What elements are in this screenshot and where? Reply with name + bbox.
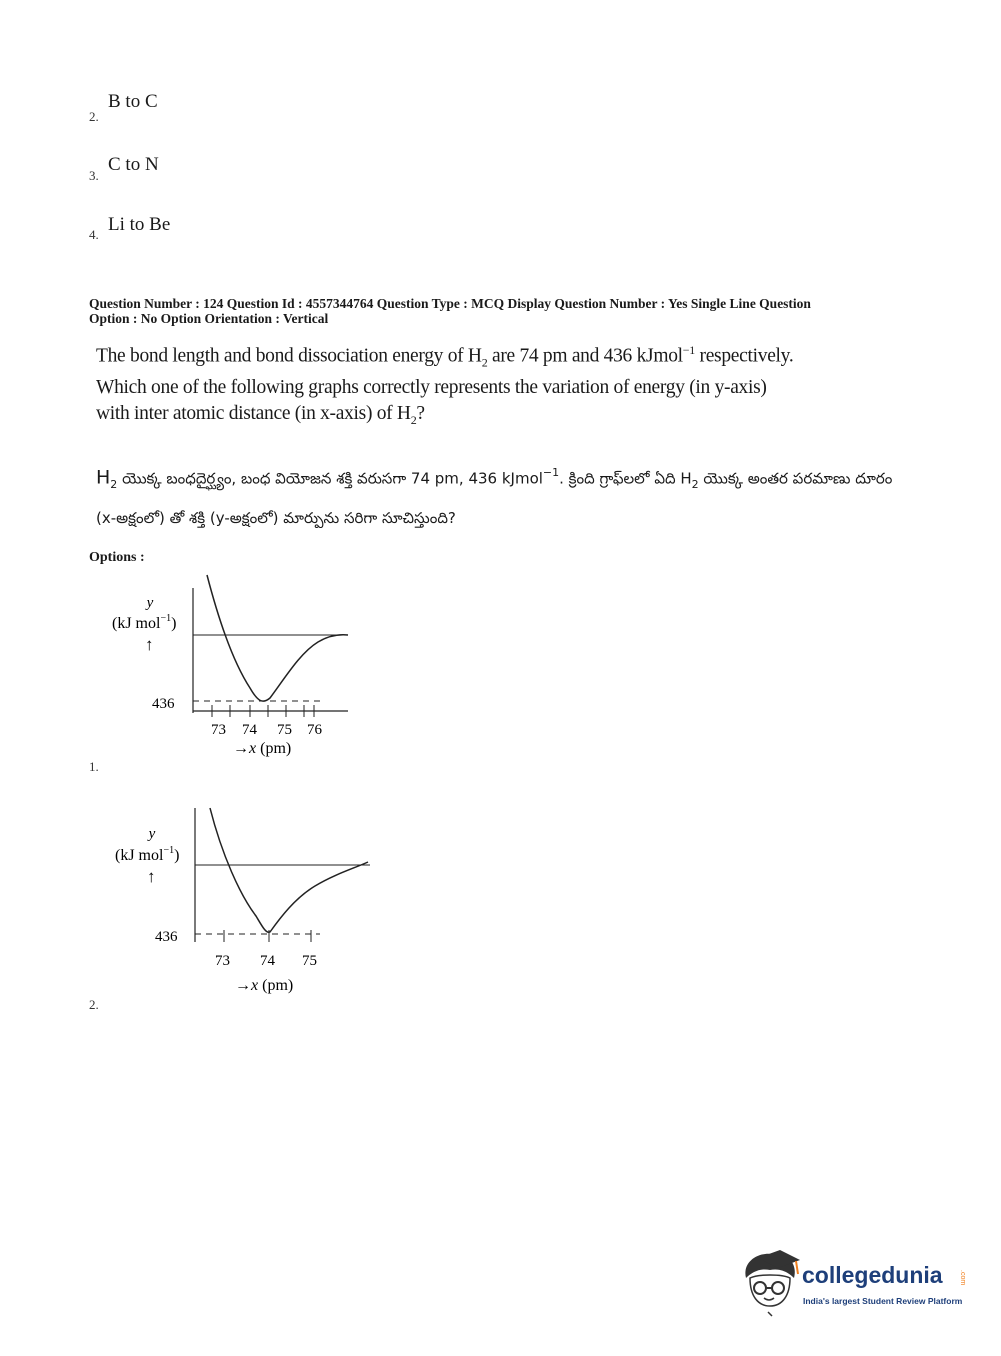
y-axis-arrow: ↑: [147, 867, 156, 886]
y-axis-unit: (kJ mol$^{-1}$): [115, 845, 180, 864]
question-meta-line1: Question Number : 124 Question Id : 4557344764 Question Type : MCQ Display Question Number : Yes Single Line Question: [89, 296, 811, 311]
x-tick-label: 76: [307, 722, 322, 738]
superscript: −1: [542, 466, 560, 479]
y-value-436: 436: [155, 929, 178, 945]
question-te-text: . క్రింది గ్రాఫ్‌లలో ఏది H: [559, 469, 692, 488]
option-number: 1.: [89, 759, 99, 774]
logo-name: collegedunia: [802, 1262, 943, 1288]
subscript: 2: [410, 413, 417, 428]
question-text-english: [96, 337, 896, 433]
mascot-icon: [740, 1248, 802, 1318]
question-en-text: with inter atomic distance (in x-axis) of H: [96, 403, 411, 425]
option-1-graph[interactable]: [100, 570, 370, 760]
option-number: 2.: [89, 997, 99, 1012]
question-en-text: respectively.: [694, 345, 794, 367]
option-number: 3.: [89, 168, 99, 183]
x-tick-label: 75: [277, 722, 292, 738]
question-en-line2: Which one of the following graphs correctly represents the variation of energy (in y-axis): [96, 377, 767, 399]
question-meta: [89, 296, 909, 326]
question-en-text: are 74 pm and 436 kJmol: [487, 345, 683, 367]
x-tick-label: 73: [211, 722, 226, 738]
question-te-text: యొక్క అంతర పరమాణు దూరం (x-అక్షంలో) తో శక్తి (y-అక్షంలో) మార్పును సరిగా సూచిస్తుంది?: [96, 469, 893, 528]
option-number: 4.: [89, 227, 99, 242]
x-axis-label: →x (pm): [235, 977, 294, 994]
energy-curve: [210, 808, 368, 932]
option-text: C to N: [108, 154, 159, 175]
y-axis-label: y: [148, 826, 156, 842]
y-value-436: 436: [152, 696, 175, 712]
x-tick-label: 75: [302, 953, 317, 969]
logo-com: .com: [959, 1270, 966, 1286]
y-axis-label: y: [146, 595, 154, 611]
options-label: Options :: [89, 550, 145, 565]
question-te-text: యొక్క బంధదైర్ఘ్యం, బంధ వియోజన శక్తి వరుసగా 74 pm, 436 kJmol: [117, 469, 543, 488]
y-axis-arrow: ↑: [145, 635, 154, 654]
logo-tagline: India's largest Student Review Platform: [803, 1296, 963, 1306]
y-axis-unit: (kJ mol$^{-1}$): [112, 613, 177, 632]
energy-curve: [207, 575, 348, 701]
x-tick-label: 74: [242, 722, 257, 738]
question-meta-line2: Option : No Option Orientation : Vertical: [89, 311, 329, 326]
option-text: B to C: [108, 91, 158, 112]
option-number: 2.: [89, 109, 99, 124]
x-tick-label: 73: [215, 953, 230, 969]
question-en-text: ?: [416, 403, 425, 425]
subscript: 2: [481, 355, 488, 370]
option-2-graph[interactable]: [100, 800, 380, 1000]
x-tick-label: 74: [260, 953, 275, 969]
question-te-text: H: [96, 466, 111, 489]
superscript: −1: [682, 343, 695, 357]
question-text-telugu: [96, 456, 896, 535]
subscript: 2: [110, 478, 118, 492]
x-axis-label: →x (pm): [233, 740, 292, 757]
question-en-text: The bond length and bond dissociation energy of H: [96, 345, 482, 367]
subscript: 2: [691, 478, 699, 492]
collegedunia-logo: [740, 1248, 970, 1318]
option-text: Li to Be: [108, 214, 171, 235]
